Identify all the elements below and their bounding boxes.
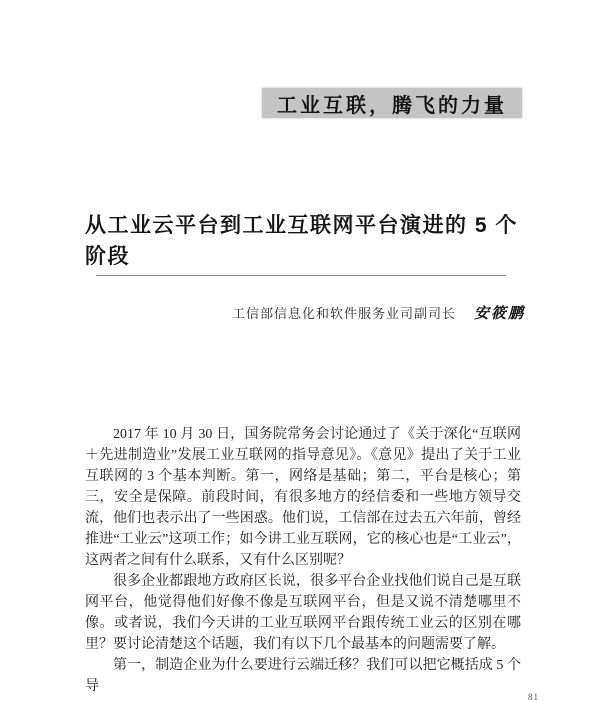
byline — [85, 302, 525, 323]
author-name: 安筱鹏 — [473, 306, 525, 322]
paragraph-1: 2017 年 10 月 30 日，国务院常务会讨论通过了《关于深化“互联网＋先进制造业”发展工业互联网的指导意见》。《意见》提出了关于工业互联网的 3 个基本判断。第一，网络是基础；第二，平台是核心；第三，安全是保障。前段时间，有很多地方的经信委和一些地方领导交流，他们也表示出了一些困惑。他们说，工信部在过去五六年前，曾经推进“工业云”这项工作；如今讲工业互联网，它的核心也是“工业云”，这两者之间有什么联系，又有什么区别呢？ — [85, 427, 521, 568]
page-number: 81 — [528, 692, 539, 701]
paragraph-3: 第一，制造企业为什么要进行云端迁移？我们可以把它概括成 5 个导 — [85, 658, 521, 694]
author-role: 工信部信息化和软件服务业司副司长 — [231, 306, 456, 321]
section-banner-text: 工业互联，腾飞的力量 — [277, 94, 507, 117]
article-title: 从工业云平台到工业互联网平台演进的 5 个阶段 — [85, 214, 518, 268]
section-banner — [262, 88, 522, 118]
paragraph-2: 很多企业都跟地方政府区长说，很多平台企业找他们说自己是互联网平台，他觉得他们好像不像是互联网平台，但是又说不清楚哪里不像。或者说，我们今天讲的工业互联网平台跟传统工业云的区别在哪里？要讨论清楚这个话题，我们有以下几个最基本的问题需要了解。 — [85, 574, 521, 652]
title-divider — [96, 275, 506, 276]
article-body — [85, 424, 521, 697]
